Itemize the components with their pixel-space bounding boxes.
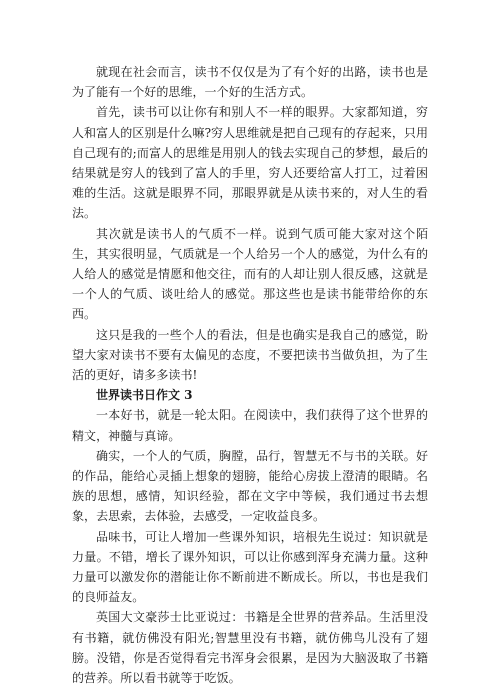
paragraph: 其次就是读书人的气质不一样。说到气质可能大家对这个陌生，其实很明显，气质就是一个人给另一个人的感觉，为什么有的人给人的感觉是情愿和他交往，而有的人却让别人很反感，这就是一个人的气质、谈吐给人的感觉。那这些也是读书能带给你的东西。 (72, 226, 428, 322)
paragraph: 确实，一个人的气质，胸膛，品行，智慧无不与书的关联。好的作品，能给心灵插上想象的翅膀，能给心房拔上澄清的眼睛。名族的思想，感情，知识经验，都在文字中等候，我们通过书去想象，去思索，去体验，去感受，一定收益良多。 (72, 448, 428, 524)
paragraph: 一本好书，就是一轮太阳。在阅读中，我们获得了这个世界的精文，神髓与真谛。 (72, 408, 428, 443)
paragraph: 这只是我的一些个人的看法，但是也确实是我自己的感觉，盼望大家对读书不要有太偏见的态度，不要把读书当做负担，为了生活的更好，请多多读书! (72, 327, 428, 383)
paragraph: 首先，读书可以让你有和别人不一样的眼界。大家都知道，穷人和富人的区别是什么嘛?穷人思维就是把自己现有的存起来，只用自己现有的;而富人的思维是用别人的钱去实现自己的梦想，最后的结果就是穷人的钱到了富人的手里，穷人还要给富人打工，过着困难的生活。这就是眼界不同，那眼界就是从读书来的，对人生的看法。 (72, 105, 428, 221)
paragraph: 就现在社会而言，读书不仅仅是为了有个好的出路，读书也是为了能有一个好的思维，一个好的生活方式。 (72, 65, 428, 100)
document-body (72, 62, 428, 688)
paragraph: 品味书，可让人增加一些课外知识，培根先生说过：知识就是力量。不错，增长了课外知识，可以让你感到浑身充满力量。这种力量可以激发你的潜能让你不断前进不断成长。所以，书也是我们的良师益友。 (72, 529, 428, 605)
section-heading: 世界读书日作文 3 (96, 388, 193, 403)
paragraph: 英国大文豪莎士比亚说过：书籍是全世界的营养品。生活里没有书籍，就仿佛没有阳光;智慧里没有书籍，就仿佛鸟儿没有了翅膀。没错，你是否觉得看完书浑身会很累，是因为大脑汲取了书籍的营养。所以看书就等于吃饭。 (72, 610, 428, 686)
